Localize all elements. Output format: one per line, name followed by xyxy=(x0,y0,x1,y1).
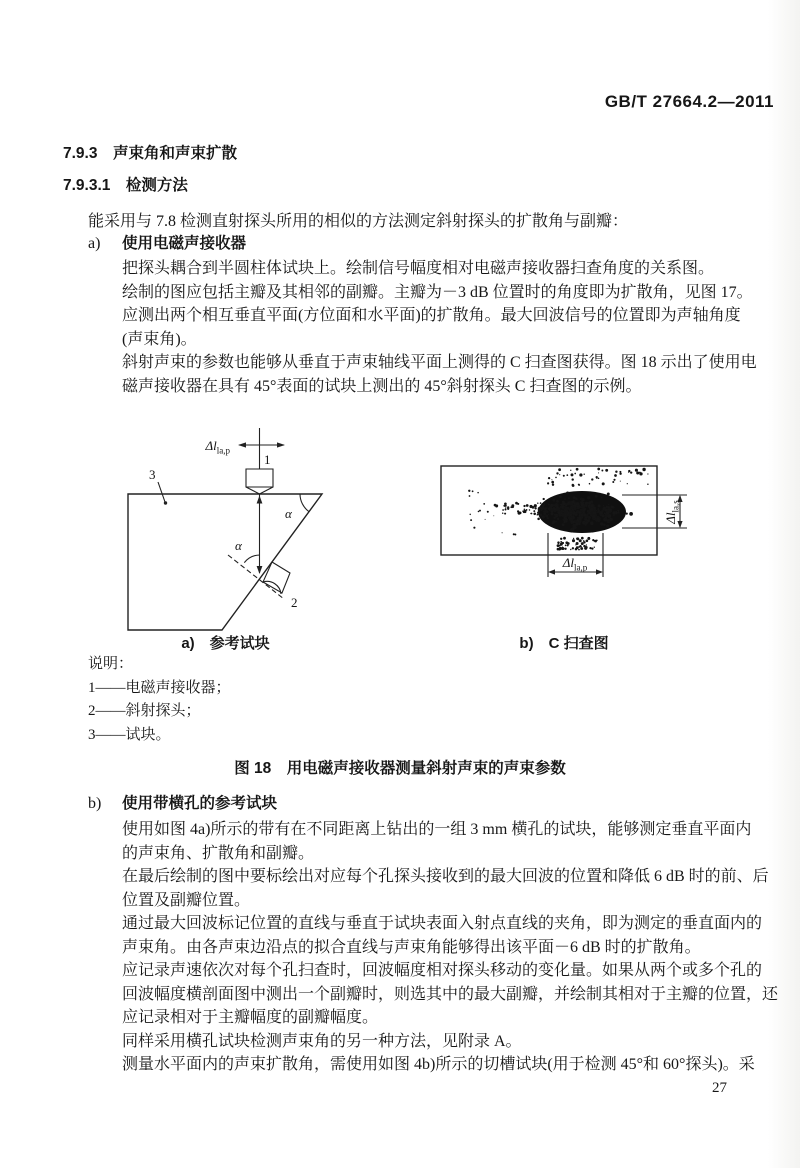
alpha-label-top: α xyxy=(285,506,292,521)
angle-arc-top xyxy=(300,494,309,512)
list-item-a-label: a) xyxy=(88,235,101,252)
body-line: 使用如图 4a)所示的带有在不同距离上钻出的一组 3 mm 横孔的试块，能够测定垂直平面内 xyxy=(122,821,752,838)
subfigure-a-caption: a) 参考试块 xyxy=(181,635,270,652)
item-a-paragraph xyxy=(122,257,757,398)
emat-receiver xyxy=(246,469,273,494)
arrowhead-up xyxy=(257,496,263,504)
body-line: 在最后绘制的图中要标绘出对应每个孔探头接收到的最大回波的位置和降低 6 dB 时的前、后 xyxy=(122,868,769,885)
body-line: 绘制的图应包括主瓣及其相邻的副瓣。主瓣为－3 dB 位置时的角度即为扩散角，见图 17。 xyxy=(122,283,753,301)
subfigure-b-caption: b) C 扫查图 xyxy=(519,635,609,652)
list-item-a-title: 使用电磁声接收器 xyxy=(122,235,247,252)
body-line: 斜射声束的参数也能够从垂直于声束轴线平面上测得的 C 扫查图获得。图 18 示出了使用电 xyxy=(122,354,757,371)
item-b-paragraph xyxy=(122,818,778,1077)
body-line: 回波幅度横剖面图中测出一个副瓣时，则选其中的最大副瓣，并绘制其相对于主瓣的位置，还 xyxy=(122,985,779,1003)
arrowhead-down xyxy=(257,566,263,574)
body-line: 应测出两个相互垂直平面(方位面和水平面)的扩散角。最大回波信号的位置即为声轴角度 xyxy=(122,307,741,324)
dimension-label-dlp: $\Delta l_{la,p}$ xyxy=(205,438,230,456)
intro-paragraph: 能采用与 7.8 检测直射探头所用的相似的方法测定斜射探头的扩散角与副瓣： xyxy=(88,213,629,230)
body-line: (声束角)。 xyxy=(122,330,197,348)
list-item-b-heading xyxy=(88,791,277,813)
list-item-a-heading xyxy=(88,231,246,253)
body-line: 声束角。由各声束边沿点的拟合直线与声束角能够得出该平面－6 dB 时的扩散角。 xyxy=(122,938,701,956)
standard-code-header: GB/T 27664.2—2011 xyxy=(604,92,774,111)
legend-title: 说明： xyxy=(88,656,134,672)
callout-3-leader xyxy=(158,482,165,502)
legend-item: 3——试块。 xyxy=(88,726,171,743)
section-heading: 7.9.3 声束角和声束扩散 xyxy=(63,145,237,162)
list-item-b-label: b) xyxy=(88,795,102,812)
page-number: 27 xyxy=(712,1080,727,1096)
dimension-label-dlp-bottom: $\Delta l_{la,p}$ xyxy=(562,555,588,573)
figure-legend xyxy=(88,653,231,747)
arrowhead-left xyxy=(548,569,555,574)
callout-3-dot xyxy=(164,501,167,504)
dimension-label-dls: $\Delta l_{la,s}$ xyxy=(663,500,681,524)
body-line: 的声束角、扩散角和副瓣。 xyxy=(122,844,315,862)
body-line: 同样采用横孔试块检测声束角的另一种方法，见附录 A。 xyxy=(122,1032,522,1050)
callout-2: 2 xyxy=(291,595,298,610)
body-line: 通过最大回波标记位置的直线与垂直于试块表面入射点直线的夹角，即为测定的垂直面内的 xyxy=(122,915,763,932)
figure-18-caption: 图 18 用电磁声接收器测量斜射声束的声束参数 xyxy=(234,760,566,777)
cscan-diagram xyxy=(428,450,700,585)
callout-1: 1 xyxy=(264,452,271,467)
body-line: 位置及副瓣位置。 xyxy=(122,891,251,909)
legend-item: 1——电磁声接收器； xyxy=(88,679,231,696)
arrowhead-left xyxy=(238,442,246,447)
arrowhead-right xyxy=(596,569,603,574)
body-line: 测量水平面内的声束扩散角，需使用如图 4b)所示的切槽试块(用于检测 45°和 60°探头)。采 xyxy=(122,1056,755,1073)
angle-probe xyxy=(263,562,290,593)
body-line: 应记录相对于主瓣幅度的副瓣幅度。 xyxy=(122,1009,379,1026)
body-line: 磁声接收器在具有 45°表面的试块上测出的 45°斜射探头 C 扫查图的示例。 xyxy=(122,377,642,395)
angle-arc-mid xyxy=(244,555,260,563)
body-line: 把探头耦合到半圆柱体试块上。绘制信号幅度相对电磁声接收器扫查角度的关系图。 xyxy=(122,260,715,277)
legend-item: 2——斜射探头； xyxy=(88,703,201,719)
alpha-label-mid: α xyxy=(235,538,242,553)
cscan-beam-spot xyxy=(468,468,649,551)
arrowhead-right xyxy=(277,442,285,447)
reference-block-diagram xyxy=(108,423,343,651)
probe-axis-dashed-line xyxy=(228,555,284,599)
callout-3: 3 xyxy=(149,467,156,482)
body-line: 应记录声速依次对每个孔扫查时，回波幅度相对探头移动的变化量。如果从两个或多个孔的 xyxy=(122,962,763,979)
list-item-b-title: 使用带横孔的参考试块 xyxy=(122,795,278,812)
subsection-heading: 7.9.3.1 检测方法 xyxy=(63,177,188,194)
arrowhead-down xyxy=(677,521,682,528)
